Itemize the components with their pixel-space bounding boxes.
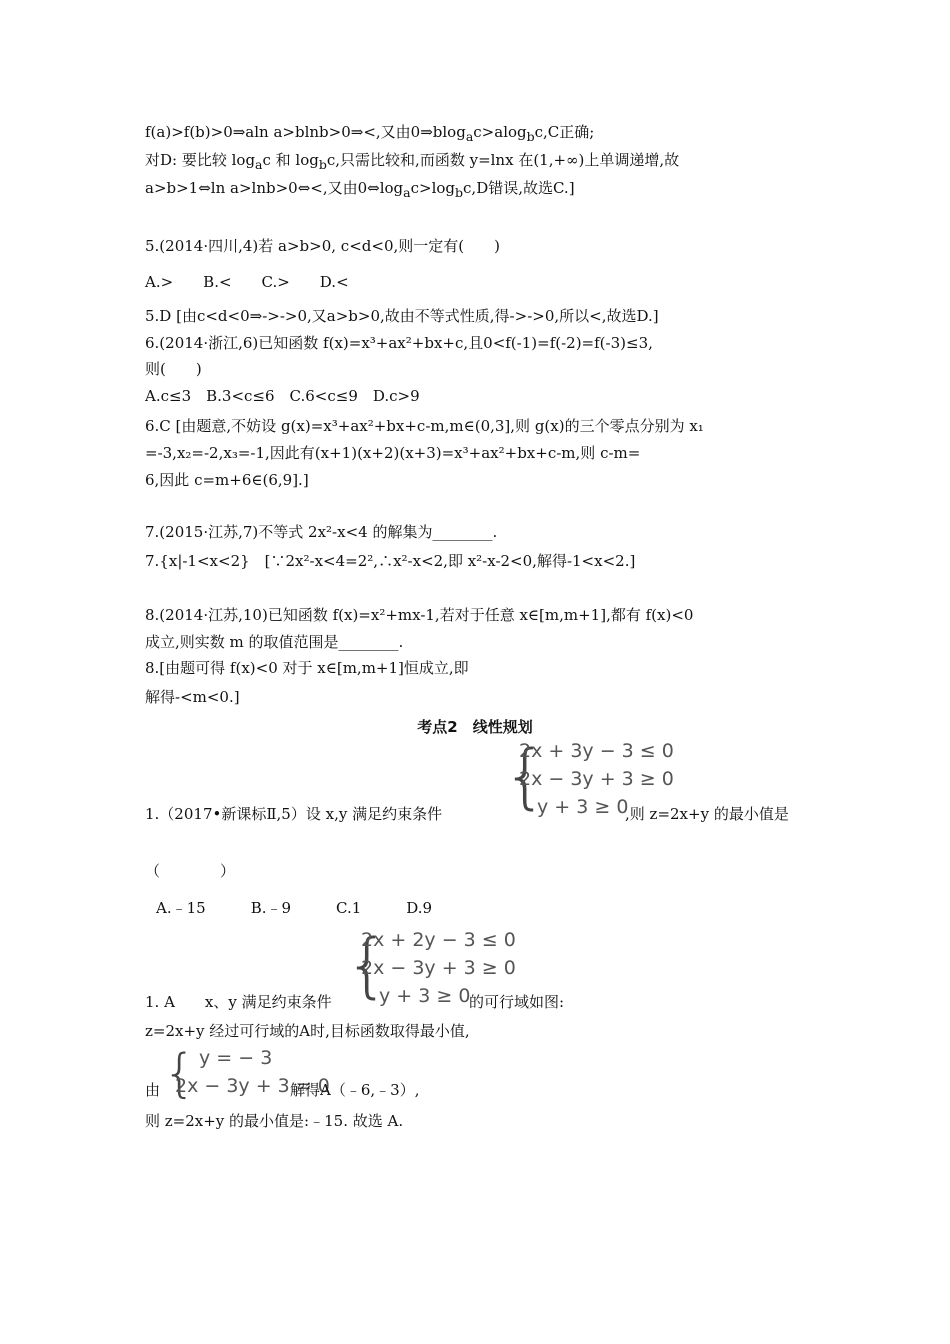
lp-question-1-options: A.﹣15 B.﹣9 C.1 D.9 [156, 899, 433, 917]
constraint-row: y + 3 ≥ 0 [379, 985, 471, 1007]
constraint-system-2 [345, 924, 516, 1015]
constraint-system-1 [503, 735, 674, 826]
section-heading: 考点2 线性规划 [417, 718, 533, 736]
constraint-row: y + 3 ≥ 0 [537, 796, 629, 818]
answer-6-cont: =-3,x₂=-2,x₃=-1,因此有(x+1)(x+2)(x+3)=x³+ax²+bx+c-m,则 c-m= [145, 444, 641, 462]
lp-answer-3-tail: 解得A（﹣6,﹣3）, [290, 1081, 420, 1099]
lp-question-1-blank: （ ） [145, 862, 236, 880]
question-6-options: A.c≤3 B.3<c≤6 C.6<c≤9 D.c>9 [145, 387, 420, 405]
constraint-row: 2x + 2y − 3 ≤ 0 [361, 929, 516, 951]
question-8: 8.(2014·江苏,10)已知函数 f(x)=x²+mx-1,若对于任意 x∈[m,m+1],都有 f(x)<0 [145, 606, 694, 624]
text-line: a>b>1⇔ln a>lnb>0⇔<,又由$0\Leftrightarrow\log_ac>\log_bc,D$错误,故选C.] [145, 179, 575, 200]
text-line: 对D: 要比较 $\log_ac$ 和 $\log_bc$,只需比较和,而函数 y=lnx 在(1,+∞)上单调递增,故 [145, 151, 680, 172]
answer-7: 7.{x|-1<x<2} [∵2x²-x<4=2²,∴x²-x<2,即 x²-x-2<0,解得-1<x<2.] [145, 552, 636, 570]
equation-row: y = − 3 [199, 1047, 273, 1069]
lp-answer-3: 由 [145, 1081, 161, 1099]
constraint-row: 2x − 3y + 3 ≥ 0 [361, 957, 516, 979]
constraint-row: 2x − 3y + 3 ≥ 0 [519, 768, 674, 790]
lp-question-1-tail: ,则 z=2x+y 的最小值是 [625, 805, 789, 823]
lp-answer-1: 1. A x、y 满足约束条件 [145, 993, 332, 1011]
brace-icon: { [163, 1044, 197, 1104]
lp-answer-1-tail: 的可行域如图: [469, 993, 565, 1011]
brace-icon: { [345, 924, 390, 1006]
equation-row: 2x − 3y + 3 = 0 [175, 1075, 330, 1097]
text-line: f(a)>f(b)>0⇒aln a>blnb>0⇒<,又由0⇒blog$_a$c>alog$_b$c,C正确; [145, 123, 595, 144]
answer-8: 8.[由题可得 f(x)<0 对于 x∈[m,m+1]恒成立,即 [145, 659, 469, 677]
brace-icon: { [503, 735, 548, 817]
constraint-row: 2x + 3y − 3 ≤ 0 [519, 740, 674, 762]
answer-6: 6.C [由题意,不妨设 g(x)=x³+ax²+bx+c-m,m∈(0,3],则 g(x)的三个零点分别为 x₁ [145, 417, 704, 435]
answer-8-end: 解得-<m<0.] [145, 688, 240, 706]
lp-answer-4: 则 z=2x+y 的最小值是:﹣15. 故选 A. [145, 1112, 404, 1130]
question-6: 6.(2014·浙江,6)已知函数 f(x)=x³+ax²+bx+c,且0<f(-1)=f(-2)=f(-3)≤3, [145, 334, 653, 352]
equation-system-3 [163, 1044, 330, 1105]
answer-5: 5.D [由c<d<0⇒->->0,又a>b>0,故由不等式性质,得->->0,所以<,故选D.] [145, 307, 659, 325]
question-5: 5.(2014·四川,4)若 a>b>0, c<d<0,则一定有( ) [145, 237, 500, 255]
answer-6-end: 6,因此 c=m+6∈(6,9].] [145, 471, 309, 489]
question-6-cont: 则( ) [145, 360, 202, 378]
question-7: 7.(2015·江苏,7)不等式 2x²-x<4 的解集为________. [145, 523, 498, 541]
question-8-cont: 成立,则实数 m 的取值范围是________. [145, 633, 404, 651]
lp-answer-2: z=2x+y 经过可行域的A时,目标函数取得最小值, [145, 1022, 470, 1040]
question-5-options: A.> B.< C.> D.< [145, 273, 349, 291]
lp-question-1: 1.（2017•新课标Ⅱ,5）设 x,y 满足约束条件 [145, 805, 443, 823]
